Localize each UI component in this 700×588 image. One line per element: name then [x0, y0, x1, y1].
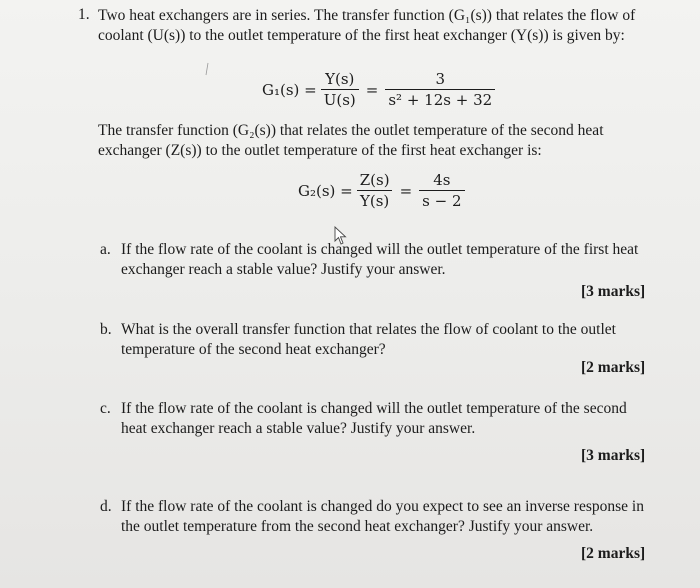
equation-g1 [262, 70, 499, 109]
equation-g2-lhs: G₂(s) = [298, 181, 353, 200]
fraction-denominator: U(s) [321, 89, 359, 109]
equation-g1-lhs: G₁(s) = [262, 80, 317, 99]
stray-mark [204, 62, 210, 76]
part-letter: d. [100, 498, 112, 515]
part-text: If the flow rate of the coolant is changed will the outlet temperature of the first heat exchanger reach a stable value? Justify your answer. [121, 241, 639, 278]
part-letter: b. [100, 321, 112, 338]
part-text: If the flow rate of the coolant is changed will the outlet temperature of the second heat exchanger reach a stable value? Justify your answer. [121, 400, 627, 437]
equation-g1-fraction-y-over-u [321, 70, 359, 109]
fraction-numerator: Z(s) [359, 171, 390, 189]
part-a-marks: [3 marks] [581, 283, 646, 300]
equation-g2 [298, 171, 469, 210]
equals-sign: = [365, 80, 379, 99]
part-text: If the flow rate of the coolant is changed do you expect to see an inverse response in the outlet temperature from the second heat exchanger? Justify your answer. [121, 498, 644, 535]
fraction-numerator: 3 [435, 70, 446, 88]
part-b-marks: [2 marks] [581, 359, 646, 376]
fraction-denominator: Y(s) [357, 190, 392, 210]
fraction-denominator: s − 2 [419, 190, 464, 210]
part-letter: a. [100, 241, 111, 258]
fraction-numerator: Y(s) [325, 70, 355, 88]
equation-g1-fraction-value [385, 70, 495, 109]
question-intro: Two heat exchangers are in series. The transfer function (G₁(s)) that relates the flow of coolant (U(s)) to the outlet temperature of the first heat exchanger (Y(s)) is given by: [98, 7, 636, 44]
part-c-marks: [3 marks] [581, 447, 646, 464]
equals-sign: = [399, 181, 413, 200]
equation-g2-fraction-z-over-y [357, 171, 393, 210]
part-letter: c. [100, 400, 111, 417]
fraction-denominator: s² + 12s + 32 [385, 89, 495, 109]
fraction-numerator: 4s [433, 171, 451, 189]
part-text: What is the overall transfer function that relates the flow of coolant to the outlet temperature of the second heat exchanger? [121, 321, 616, 358]
question-number: 1. [78, 6, 90, 23]
part-d-marks: [2 marks] [581, 545, 646, 562]
tf2-description: The transfer function (G₂(s)) that relates the outlet temperature of the second heat exchanger (Z(s)) to the outlet temperature of the first heat exchanger is: [98, 122, 604, 159]
equation-g2-fraction-value [419, 171, 464, 210]
